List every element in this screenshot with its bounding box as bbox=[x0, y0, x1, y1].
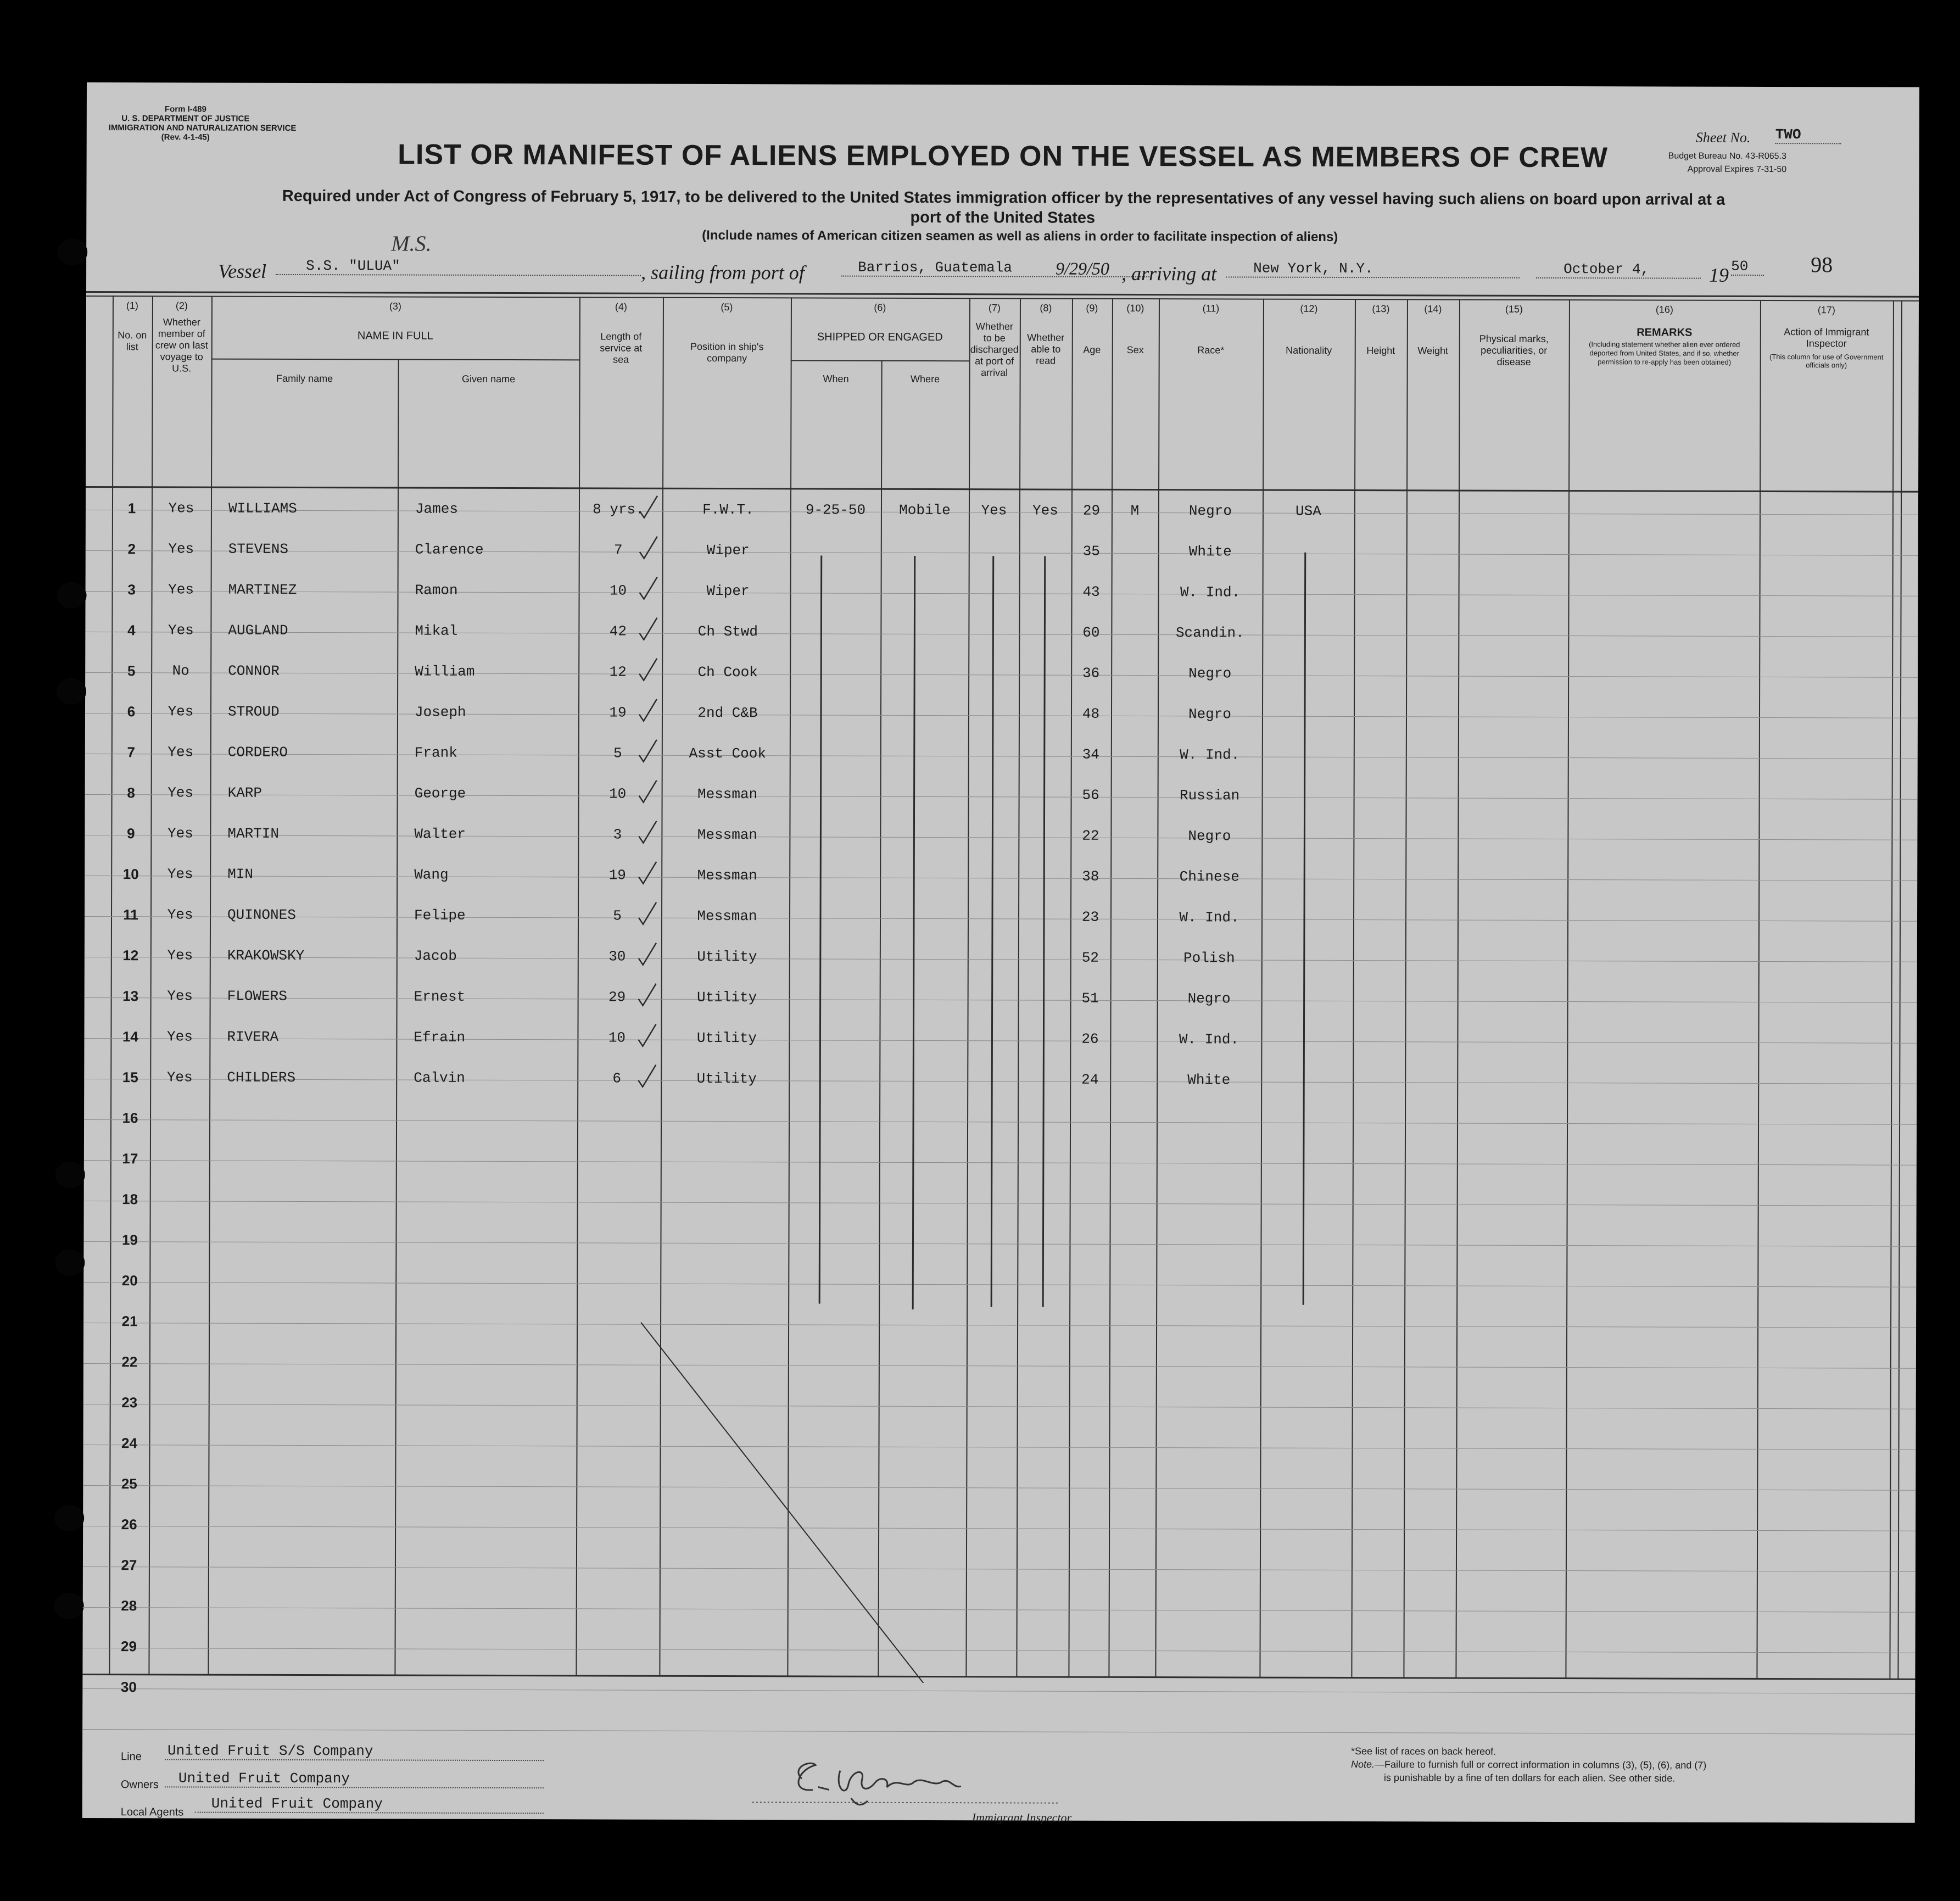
cell-position: Ch Stwd bbox=[697, 623, 758, 640]
cell-given-name: Ramon bbox=[415, 582, 458, 599]
cell-position: F.W.T. bbox=[702, 501, 754, 519]
cell-position: Asst Cook bbox=[689, 745, 767, 762]
col11-number: (11) bbox=[1202, 303, 1220, 314]
penalty-note bbox=[1351, 1759, 1706, 1771]
cell-family-name: MARTIN bbox=[227, 825, 280, 842]
cell-number: 7 bbox=[127, 744, 136, 761]
cell-service-length: 12 bbox=[609, 664, 627, 681]
col7-header: Whether to be discharged at port of arrival bbox=[970, 321, 1019, 378]
cell-position: Messman bbox=[697, 826, 758, 844]
cancel-diagonal-line bbox=[639, 1323, 1130, 1686]
cell-number: 8 bbox=[127, 784, 135, 801]
cell-number: 13 bbox=[122, 988, 139, 1005]
col12-number: (12) bbox=[1300, 303, 1318, 314]
cell-position: Messman bbox=[697, 867, 757, 884]
cell-age: 24 bbox=[1081, 1071, 1099, 1088]
col16-number: (16) bbox=[1655, 304, 1673, 315]
cell-last-voyage: Yes bbox=[167, 622, 194, 639]
cell-sex: M bbox=[1130, 502, 1140, 520]
cell-age: 60 bbox=[1082, 624, 1100, 641]
col4-header: Length of service at sea bbox=[600, 331, 643, 365]
cell-nationality: USA bbox=[1296, 503, 1321, 520]
cell-position: 2nd C&B bbox=[697, 704, 758, 722]
cell-position: Utility bbox=[697, 948, 757, 966]
port-of-departure: Barrios, Guatemala bbox=[841, 259, 1152, 277]
cell-age: 51 bbox=[1081, 990, 1099, 1007]
cell-race: W. Ind. bbox=[1179, 1031, 1239, 1048]
cell-position: Utility bbox=[696, 1029, 757, 1047]
ditto-line-nationality bbox=[1303, 553, 1305, 1305]
col13-number: (13) bbox=[1372, 303, 1390, 315]
cell-family-name: STEVENS bbox=[228, 540, 289, 558]
page-number: 98 bbox=[1811, 252, 1833, 277]
subtitle-act: Required under Act of Congress of February 5, 1917, to be delivered to the United States immigration officer by the representatives of any vessel having such aliens on board upon arrival at a bbox=[282, 187, 1726, 209]
col8-number: (8) bbox=[1040, 302, 1052, 314]
cell-number: 25 bbox=[121, 1475, 137, 1492]
cell-number: 3 bbox=[127, 581, 136, 598]
cell-number: 30 bbox=[120, 1679, 137, 1696]
cell-age: 43 bbox=[1082, 583, 1100, 600]
cell-number: 6 bbox=[127, 703, 136, 720]
cell-race: Negro bbox=[1188, 665, 1232, 682]
cell-position: Wiper bbox=[706, 542, 750, 559]
cell-race: Scandin. bbox=[1175, 625, 1244, 642]
punch-hole bbox=[54, 1593, 84, 1619]
col5-header: Position in ship's company bbox=[690, 341, 764, 364]
cell-last-voyage: No bbox=[172, 662, 189, 679]
line-label: Line bbox=[120, 1751, 142, 1763]
form-revision: (Rev. 4-1-45) bbox=[161, 132, 210, 142]
subtitle-port: port of the United States bbox=[910, 208, 1096, 227]
service-name: IMMIGRATION AND NATURALIZATION SERVICE bbox=[108, 123, 297, 133]
cell-race: W. Ind. bbox=[1180, 584, 1241, 601]
cell-number: 20 bbox=[121, 1272, 138, 1289]
year-prefix: 19 bbox=[1709, 264, 1729, 286]
cell-family-name: KRAKOWSKY bbox=[227, 947, 305, 965]
local-agents-value: United Fruit Company bbox=[195, 1796, 544, 1814]
cell-race: Negro bbox=[1188, 503, 1232, 520]
cell-shipped-when: 9-25-50 bbox=[805, 501, 866, 519]
cell-position: Ch Cook bbox=[697, 664, 758, 681]
col12-header: Nationality bbox=[1286, 344, 1332, 356]
page-title: LIST OR MANIFEST OF ALIENS EMPLOYED ON THE VESSEL AS MEMBERS OF CREW bbox=[398, 138, 1609, 174]
cell-number: 21 bbox=[121, 1313, 138, 1330]
cell-given-name: Felipe bbox=[414, 907, 466, 924]
cell-race: Russian bbox=[1179, 787, 1240, 804]
approval-expiry: Approval Expires 7-31-50 bbox=[1687, 164, 1787, 175]
col6-header: SHIPPED OR ENGAGED bbox=[817, 331, 943, 344]
cell-age: 36 bbox=[1082, 665, 1100, 682]
cell-age: 38 bbox=[1082, 868, 1099, 885]
cell-last-voyage: Yes bbox=[166, 1069, 193, 1086]
cell-given-name: Wang bbox=[414, 866, 449, 883]
col3-given-header: Given name bbox=[462, 373, 516, 385]
cell-number: 28 bbox=[121, 1597, 137, 1614]
line-value: United Fruit S/S Company bbox=[165, 1742, 544, 1761]
departure-date-handwritten: 9/29/50 bbox=[1056, 258, 1109, 278]
cell-given-name: Calvin bbox=[414, 1069, 465, 1086]
cell-number: 19 bbox=[121, 1231, 138, 1248]
cell-number: 26 bbox=[121, 1516, 137, 1533]
cell-number: 10 bbox=[122, 866, 139, 883]
col1-number: (1) bbox=[126, 300, 138, 311]
cell-number: 18 bbox=[122, 1191, 138, 1208]
cell-number: 17 bbox=[122, 1150, 138, 1167]
form-number: Form I-489 bbox=[164, 104, 206, 114]
cell-number: 24 bbox=[121, 1435, 138, 1452]
budget-bureau: Budget Bureau No. 43-R065.3 bbox=[1668, 151, 1786, 161]
cell-last-voyage: Yes bbox=[167, 866, 193, 883]
punch-hole bbox=[57, 678, 86, 705]
cell-age: 35 bbox=[1082, 543, 1100, 560]
manifest-sheet bbox=[82, 82, 1919, 1823]
crew-table bbox=[82, 291, 1919, 1696]
col3-header: NAME IN FULL bbox=[357, 330, 433, 342]
arriving-label: , arriving at bbox=[1121, 262, 1217, 285]
cell-position: Wiper bbox=[706, 582, 750, 600]
col6-when-header: When bbox=[823, 373, 849, 384]
cell-family-name: CONNOR bbox=[228, 662, 280, 679]
cell-last-voyage: Yes bbox=[168, 581, 194, 598]
ditto-line-where bbox=[913, 556, 915, 1309]
cell-race: Negro bbox=[1188, 706, 1232, 723]
cell-given-name: Ernest bbox=[414, 988, 466, 1005]
cell-last-voyage: Yes bbox=[168, 540, 194, 558]
cell-number: 15 bbox=[122, 1069, 138, 1086]
col17-note: (This column for use of Government officials only) bbox=[1769, 353, 1884, 370]
cell-race: Negro bbox=[1188, 828, 1231, 845]
cell-age: 26 bbox=[1081, 1030, 1099, 1047]
cell-service-length: 3 bbox=[613, 826, 622, 843]
cell-race: White bbox=[1188, 543, 1232, 560]
cell-service-length: 7 bbox=[613, 542, 623, 559]
col6-where-header: Where bbox=[911, 373, 940, 385]
cell-number: 4 bbox=[127, 622, 136, 639]
col5-number: (5) bbox=[721, 302, 733, 313]
punch-hole bbox=[58, 239, 87, 265]
cell-number: 22 bbox=[121, 1353, 138, 1370]
cell-age: 48 bbox=[1082, 705, 1100, 722]
cell-shipped-where: Mobile bbox=[899, 501, 951, 519]
cell-last-voyage: Yes bbox=[167, 1028, 193, 1045]
cell-number: 27 bbox=[121, 1557, 137, 1574]
vessel-name: S.S. "ULUA" bbox=[276, 258, 641, 276]
owners-value: United Fruit Company bbox=[165, 1770, 544, 1788]
cell-given-name: Efrain bbox=[414, 1029, 466, 1046]
cell-family-name: FLOWERS bbox=[227, 988, 287, 1005]
col3-family-header: Family name bbox=[276, 372, 333, 384]
cell-number: 5 bbox=[127, 662, 136, 679]
cell-service-length: 10 bbox=[608, 785, 627, 802]
cell-given-name: Frank bbox=[414, 744, 457, 761]
col15-number: (15) bbox=[1505, 303, 1523, 315]
cell-discharged: Yes bbox=[981, 502, 1007, 519]
cell-race: White bbox=[1187, 1072, 1231, 1089]
cell-family-name: CORDERO bbox=[227, 744, 288, 761]
col14-header: Weight bbox=[1417, 345, 1449, 356]
cell-number: 12 bbox=[122, 947, 139, 964]
punch-hole bbox=[57, 582, 86, 609]
cell-number: 11 bbox=[123, 906, 138, 923]
arrival-port: New York, N.Y. bbox=[1226, 260, 1520, 278]
col9-header: Age bbox=[1083, 344, 1101, 355]
ditto-line-discharged bbox=[991, 556, 993, 1307]
punch-hole bbox=[55, 1250, 85, 1276]
cell-race: W. Ind. bbox=[1180, 746, 1240, 763]
cell-age: 29 bbox=[1082, 502, 1101, 519]
department-name: U. S. DEPARTMENT OF JUSTICE bbox=[121, 114, 250, 124]
note-label: Note. bbox=[1350, 1759, 1375, 1770]
cell-given-name: William bbox=[415, 663, 475, 680]
cell-position: Messman bbox=[697, 907, 757, 925]
cell-given-name: Jacob bbox=[414, 947, 457, 965]
col10-number: (10) bbox=[1126, 302, 1144, 314]
cell-given-name: James bbox=[415, 500, 459, 517]
cell-service-length: 10 bbox=[609, 582, 627, 599]
inspector-signature bbox=[752, 1737, 1060, 1815]
cell-age: 23 bbox=[1081, 908, 1099, 926]
cell-race: Chinese bbox=[1179, 868, 1239, 885]
cell-number: 9 bbox=[127, 825, 135, 842]
sailing-label: , sailing from port of bbox=[641, 261, 805, 284]
col11-header: Race* bbox=[1197, 344, 1225, 356]
cell-family-name: MARTINEZ bbox=[228, 581, 297, 599]
col8-header: Whether able to read bbox=[1027, 332, 1065, 366]
col13-header: Height bbox=[1366, 345, 1395, 356]
punch-hole bbox=[55, 1162, 85, 1188]
cell-last-voyage: Yes bbox=[167, 988, 193, 1005]
note-line1: —Failure to furnish full or correct information in columns (3), (5), (6), and (7) bbox=[1374, 1759, 1707, 1771]
races-note: *See list of races on back hereof. bbox=[1351, 1746, 1496, 1757]
cell-family-name: WILLIAMS bbox=[228, 500, 297, 517]
cell-age: 56 bbox=[1082, 787, 1099, 804]
sheet-number: TWO bbox=[1775, 126, 1841, 144]
cell-family-name: KARP bbox=[227, 784, 263, 801]
col15-header: Physical marks, peculiarities, or disease bbox=[1479, 333, 1549, 367]
cell-service-length: 19 bbox=[608, 867, 626, 884]
col14-number: (14) bbox=[1424, 303, 1442, 315]
ditto-line-when bbox=[819, 556, 822, 1304]
cell-family-name: CHILDERS bbox=[227, 1069, 296, 1086]
cell-family-name: STROUD bbox=[227, 703, 280, 720]
col10-header: Sex bbox=[1126, 344, 1144, 356]
cell-age: 22 bbox=[1082, 827, 1099, 844]
cell-last-voyage: Yes bbox=[167, 825, 193, 842]
cell-given-name: Mikal bbox=[415, 622, 458, 639]
cell-family-name: MIN bbox=[227, 866, 254, 883]
cell-last-voyage: Yes bbox=[167, 784, 194, 801]
cell-service-length: 30 bbox=[608, 948, 626, 965]
arrival-date: October 4, bbox=[1536, 261, 1701, 279]
cell-race: W. Ind. bbox=[1179, 909, 1239, 926]
cell-service-length: 19 bbox=[609, 704, 627, 721]
cell-service-length: 8 yrs. bbox=[593, 501, 644, 518]
sheet-label: Sheet No. bbox=[1695, 129, 1751, 146]
cell-family-name: QUINONES bbox=[227, 906, 296, 924]
punch-hole bbox=[54, 1505, 84, 1531]
cell-last-voyage: Yes bbox=[167, 744, 194, 761]
cell-family-name: RIVERA bbox=[227, 1028, 279, 1045]
cell-service-length: 6 bbox=[612, 1070, 622, 1087]
cell-number: 14 bbox=[122, 1028, 138, 1045]
cell-service-length: 5 bbox=[613, 745, 622, 762]
cell-service-length: 10 bbox=[608, 1029, 626, 1046]
cell-able-to-read: Yes bbox=[1032, 502, 1058, 519]
cell-given-name: George bbox=[414, 785, 466, 802]
cell-last-voyage: Yes bbox=[168, 500, 194, 517]
col9-number: (9) bbox=[1086, 302, 1098, 314]
ditto-line-read bbox=[1043, 556, 1045, 1307]
cell-given-name: Clarence bbox=[415, 541, 484, 558]
col2-header: Whether member of crew on last voyage to U.S. bbox=[155, 316, 208, 374]
cell-service-length: 29 bbox=[608, 989, 626, 1006]
col17-header: Action of Immigrant Inspector bbox=[1784, 326, 1869, 349]
cell-number: 2 bbox=[127, 540, 136, 558]
cell-given-name: Walter bbox=[414, 826, 466, 843]
ink-marks bbox=[82, 291, 1919, 1686]
cell-age: 52 bbox=[1081, 949, 1099, 966]
cell-number: 16 bbox=[122, 1110, 138, 1127]
form-id-block bbox=[108, 104, 297, 142]
col6-number: (6) bbox=[874, 302, 886, 313]
arrival-year: 50 bbox=[1731, 258, 1764, 276]
col1-header: No. on list bbox=[118, 330, 147, 353]
cell-service-length: 42 bbox=[609, 623, 627, 640]
inspector-label: Immigrant Inspector. bbox=[971, 1810, 1074, 1825]
cell-position: Utility bbox=[696, 1070, 757, 1088]
cell-number: 29 bbox=[121, 1638, 137, 1655]
col3-number: (3) bbox=[389, 300, 401, 312]
cell-service-length: 5 bbox=[613, 907, 622, 924]
col16-header: REMARKS bbox=[1637, 326, 1693, 339]
vessel-label: Vessel bbox=[218, 260, 267, 282]
cell-position: Utility bbox=[696, 989, 757, 1006]
col2-number: (2) bbox=[175, 300, 188, 311]
cell-number: 23 bbox=[121, 1394, 138, 1411]
subtitle-include: (Include names of American citizen seamen as well as aliens in order to facilitate inspection of aliens) bbox=[702, 227, 1338, 244]
cell-race: Negro bbox=[1187, 990, 1231, 1007]
col7-number: (7) bbox=[988, 302, 1001, 314]
cell-age: 34 bbox=[1082, 746, 1099, 763]
local-agents-label: Local Agents bbox=[120, 1806, 184, 1819]
cell-number: 1 bbox=[127, 500, 136, 517]
cell-last-voyage: Yes bbox=[167, 703, 194, 720]
col17-number: (17) bbox=[1817, 304, 1835, 316]
cell-last-voyage: Yes bbox=[167, 947, 193, 964]
col4-number: (4) bbox=[615, 301, 627, 313]
penalty-note-line2: is punishable by a fine of ten dollars for each alien. See other side. bbox=[1383, 1772, 1676, 1784]
cell-race: Polish bbox=[1183, 950, 1235, 967]
col16-note: (Including statement whether alien ever ordered deported from United States, and if so, whether permission to re-apply has been obtained) bbox=[1589, 340, 1740, 366]
owners-label: Owners bbox=[120, 1779, 159, 1791]
cell-family-name: AUGLAND bbox=[228, 622, 288, 639]
cell-last-voyage: Yes bbox=[167, 906, 193, 923]
cell-given-name: Joseph bbox=[414, 704, 466, 721]
vessel-handwritten-note: M.S. bbox=[391, 231, 432, 256]
cell-position: Messman bbox=[697, 785, 758, 803]
